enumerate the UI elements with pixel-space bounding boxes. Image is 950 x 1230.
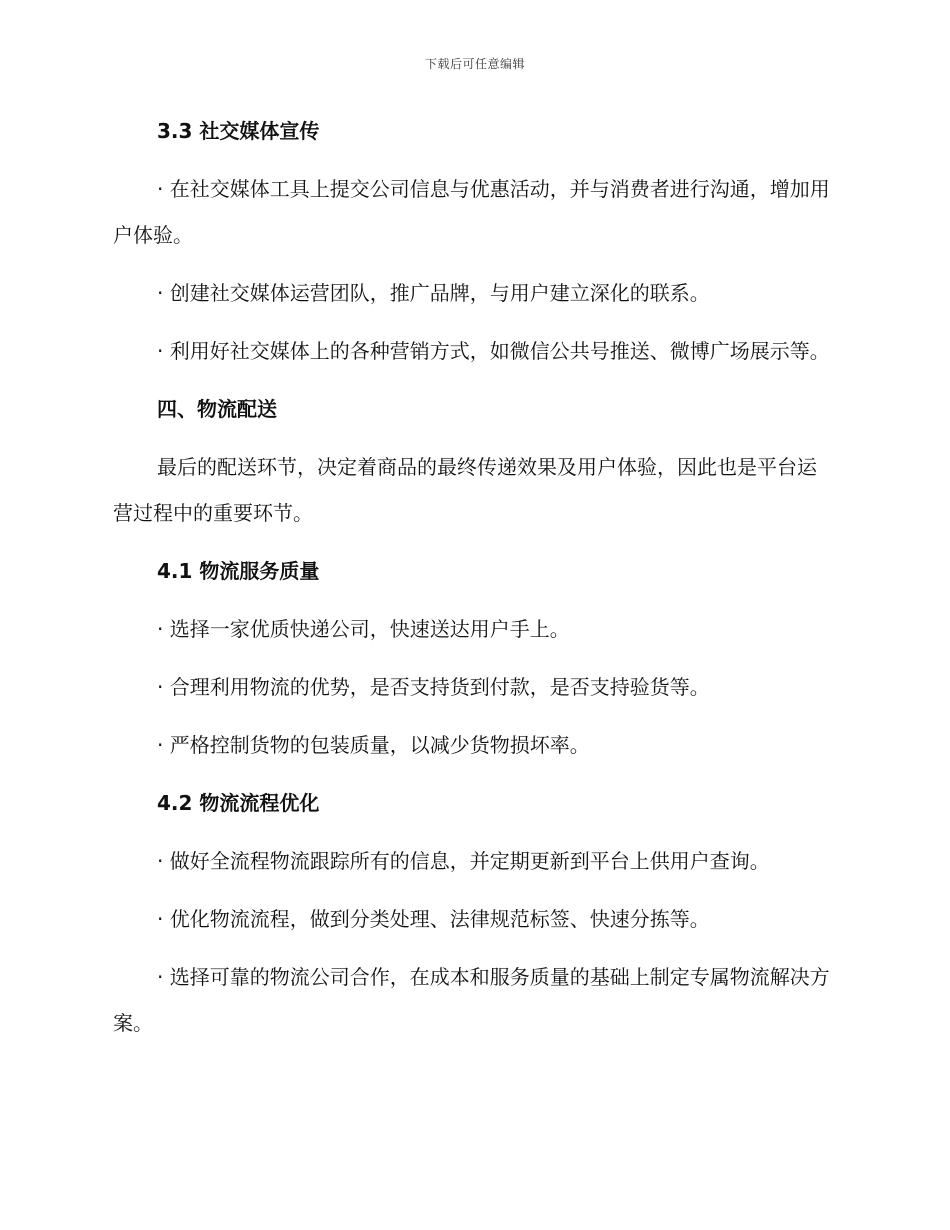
paragraph: 最后的配送环节，决定着商品的最终传递效果及用户体验，因此也是平台运营过程中的重要环节。 — [113, 455, 817, 525]
section-heading-4-1: 4.1 物流服务质量 — [157, 559, 320, 583]
paragraph: · 严格控制货物的包装质量，以减少货物损坏率。 — [157, 733, 590, 757]
paragraph: · 在社交媒体工具上提交公司信息与优惠活动，并与消费者进行沟通，增加用户体验。 — [113, 177, 830, 247]
paragraph: · 利用好社交媒体上的各种营销方式，如微信公共号推送、微博广场展示等。 — [157, 339, 830, 363]
header-note: 下载后可任意编辑 — [424, 57, 525, 71]
section-heading-4-2: 4.2 物流流程优化 — [157, 791, 320, 815]
paragraph: · 优化物流流程，做到分类处理、法律规范标签、快速分拣等。 — [157, 907, 710, 931]
section-heading-4: 四、物流配送 — [157, 397, 277, 421]
section-heading-3-3: 3.3 社交媒体宣传 — [157, 119, 320, 143]
document-body — [113, 108, 833, 1058]
paragraph: · 合理利用物流的优势，是否支持货到付款，是否支持验货等。 — [157, 675, 710, 699]
paragraph: · 选择一家优质快递公司，快速送达用户手上。 — [157, 617, 570, 641]
paragraph: · 做好全流程物流跟踪所有的信息，并定期更新到平台上供用户查询。 — [157, 849, 770, 873]
paragraph: · 选择可靠的物流公司合作，在成本和服务质量的基础上制定专属物流解决方案。 — [113, 965, 830, 1035]
paragraph: · 创建社交媒体运营团队，推广品牌，与用户建立深化的联系。 — [157, 281, 710, 305]
